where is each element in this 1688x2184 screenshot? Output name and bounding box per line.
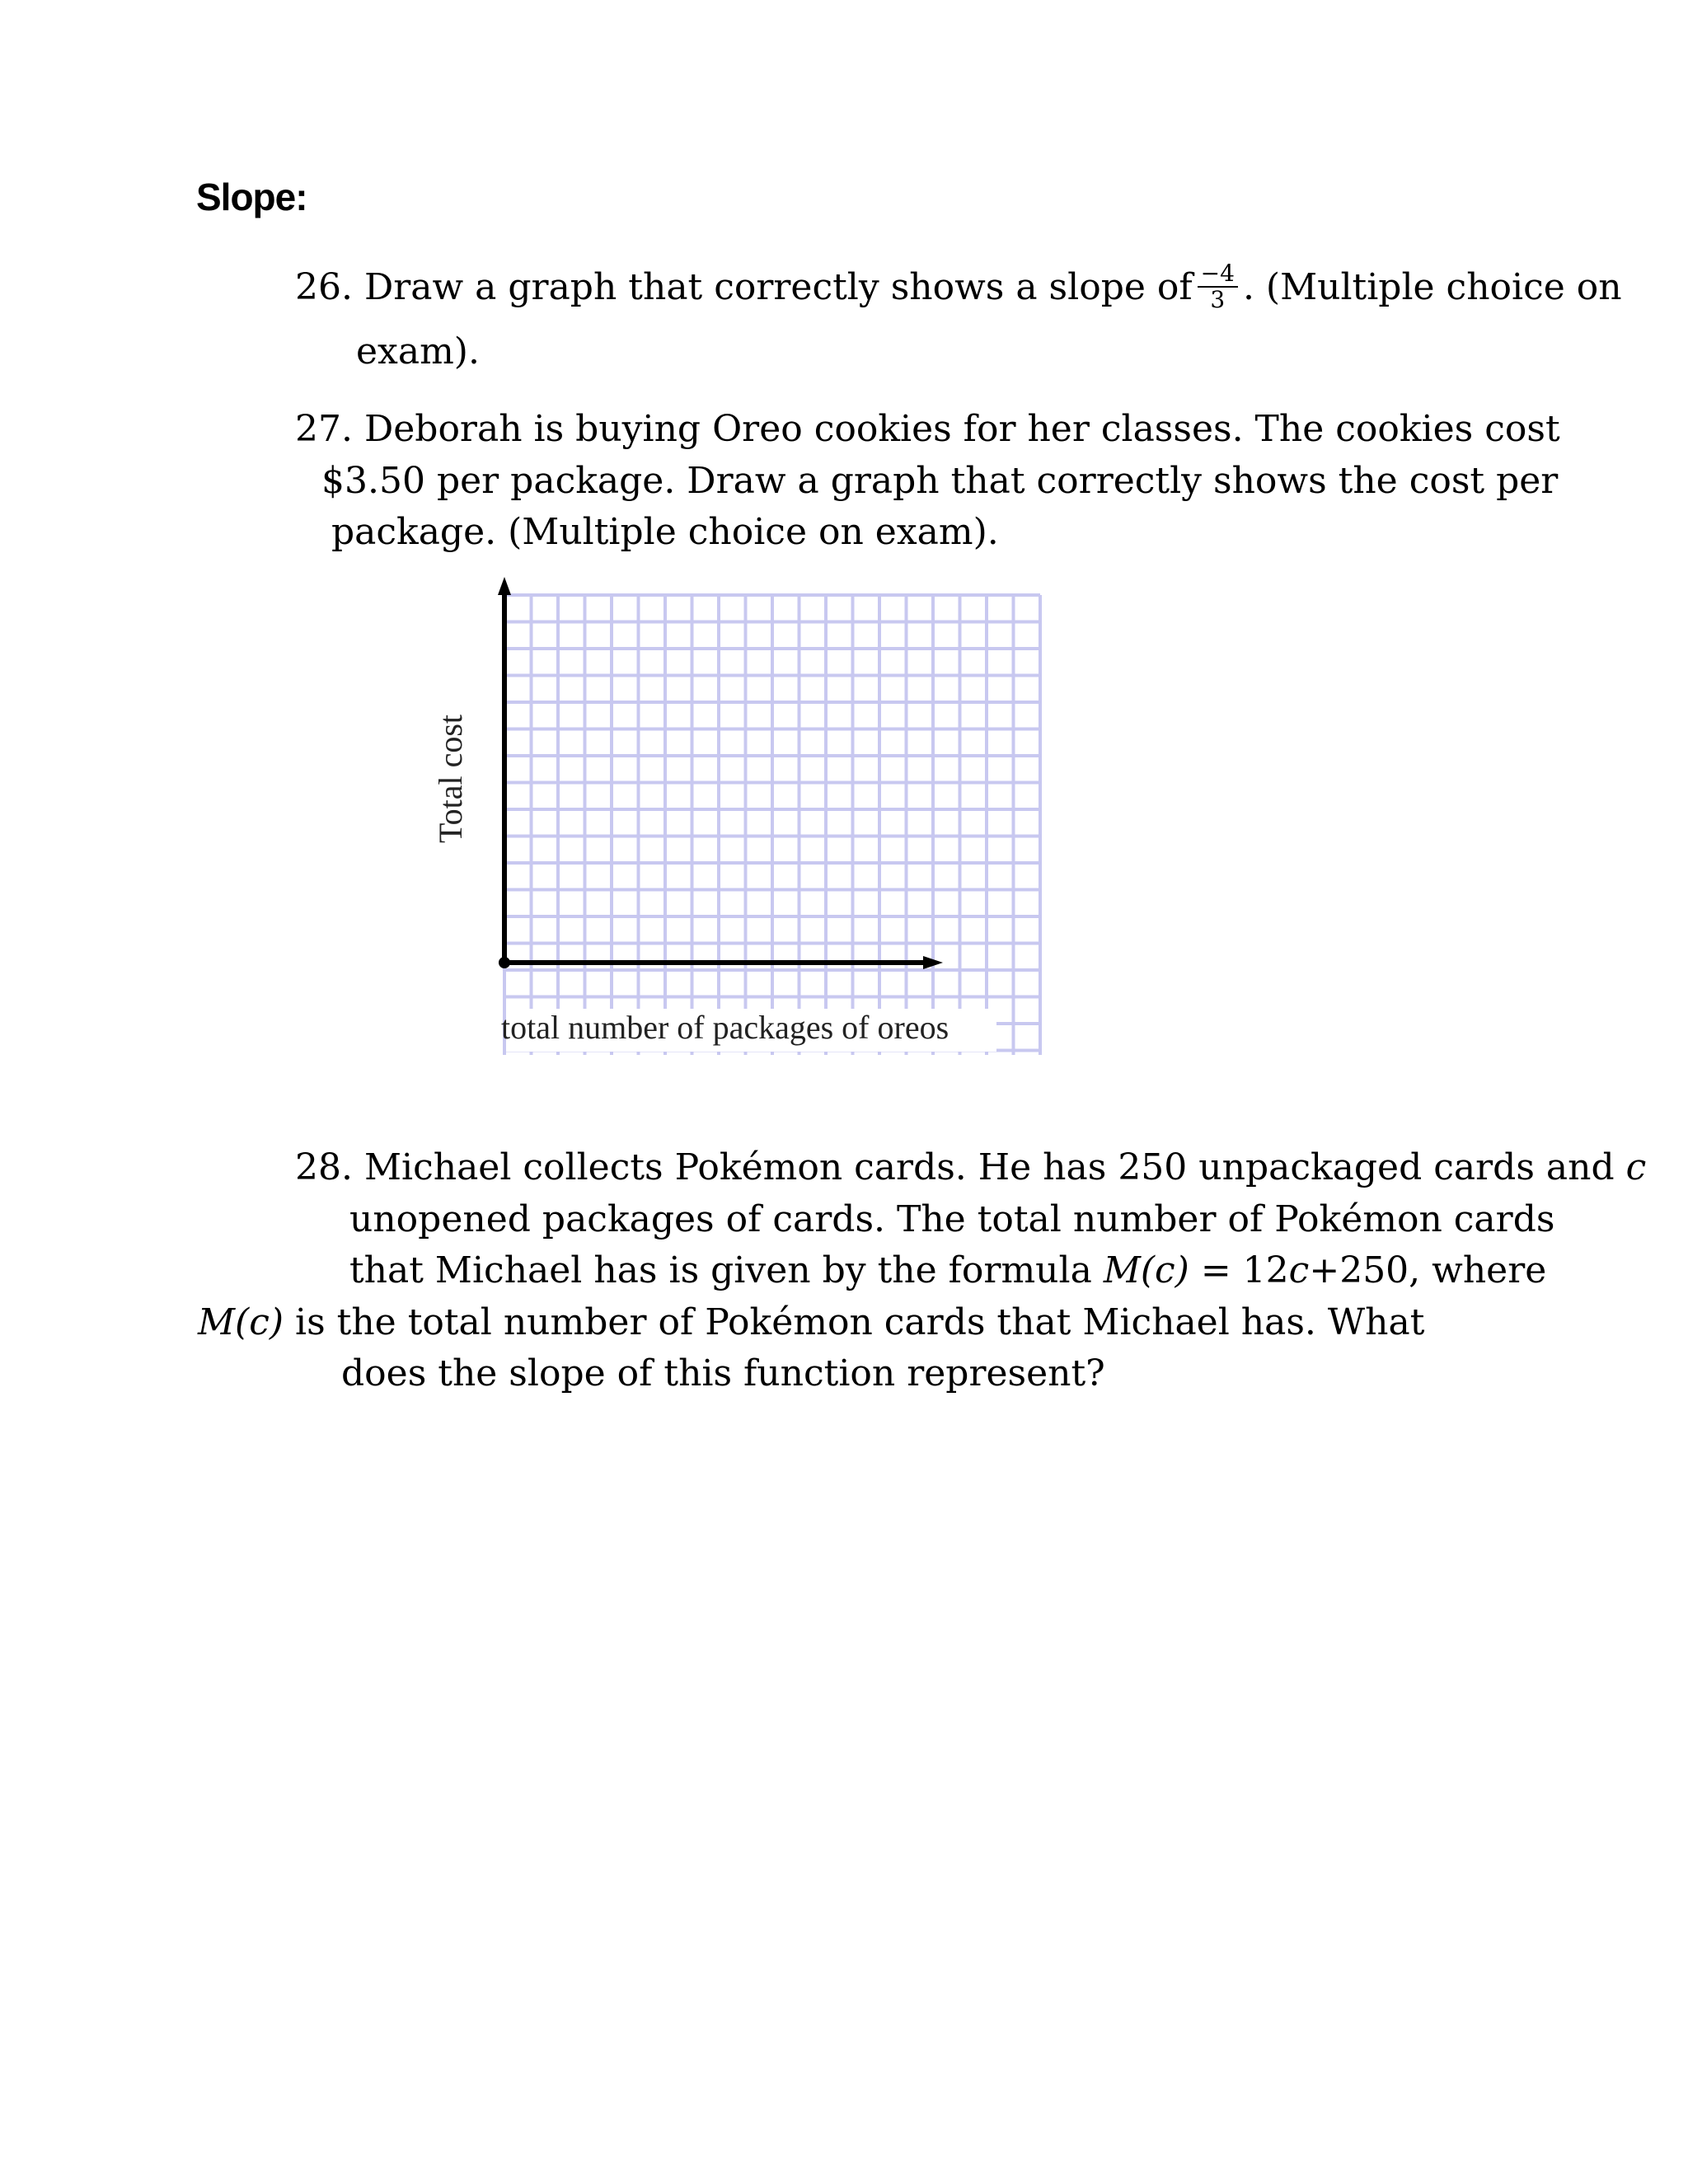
question-27-line-1: 27. Deborah is buying Oreo cookies for her classes. The cookies cost xyxy=(295,408,1560,450)
question-28-line-3 xyxy=(349,1245,1546,1296)
y-axis-label: Total cost xyxy=(432,714,469,844)
x-axis-label: total number of packages of oreos xyxy=(501,1009,950,1046)
formula-variable: c xyxy=(1288,1249,1310,1291)
question-26-line-2: exam). xyxy=(356,330,480,373)
function-name: M(c) xyxy=(1103,1249,1189,1291)
question-27-line-3: package. (Multiple choice on exam). xyxy=(331,511,999,553)
origin-point xyxy=(499,957,510,968)
question-28-line-2: unopened packages of cards. The total number of Pokémon cards xyxy=(349,1198,1555,1240)
fraction-numerator: −4 xyxy=(1198,261,1238,288)
question-26-tail: . (Multiple choice on xyxy=(1242,266,1622,308)
question-26-line-1 xyxy=(295,259,1622,316)
graph-grid xyxy=(504,595,1040,1055)
question-28-line-5: does the slope of this function represent? xyxy=(341,1352,1105,1394)
fraction-denominator: 3 xyxy=(1210,285,1226,313)
question-28-line-1 xyxy=(295,1142,1646,1193)
formula-equals: = 12 xyxy=(1189,1249,1289,1291)
question-28-line-3-end: +250, where xyxy=(1309,1249,1547,1291)
question-28-line-4-text: is the total number of Pokémon cards that Michael has. What xyxy=(284,1301,1425,1343)
section-heading: Slope: xyxy=(196,176,307,218)
question-26-lead: 26. Draw a graph that correctly shows a slope of xyxy=(295,266,1193,308)
y-axis-arrowhead xyxy=(498,577,511,595)
slope-fraction xyxy=(1198,261,1238,312)
blank-graph xyxy=(420,577,1055,1071)
function-name: M(c) xyxy=(198,1301,284,1343)
question-27-line-2: $3.50 per package. Draw a graph that correctly shows the cost per xyxy=(321,460,1559,502)
question-28-line-3-text: that Michael has is given by the formula xyxy=(349,1249,1104,1291)
question-28-line-1-text: 28. Michael collects Pokémon cards. He has 250 unpackaged cards and xyxy=(295,1146,1626,1188)
question-28-line-4 xyxy=(198,1297,1424,1348)
variable-c: c xyxy=(1625,1146,1647,1188)
